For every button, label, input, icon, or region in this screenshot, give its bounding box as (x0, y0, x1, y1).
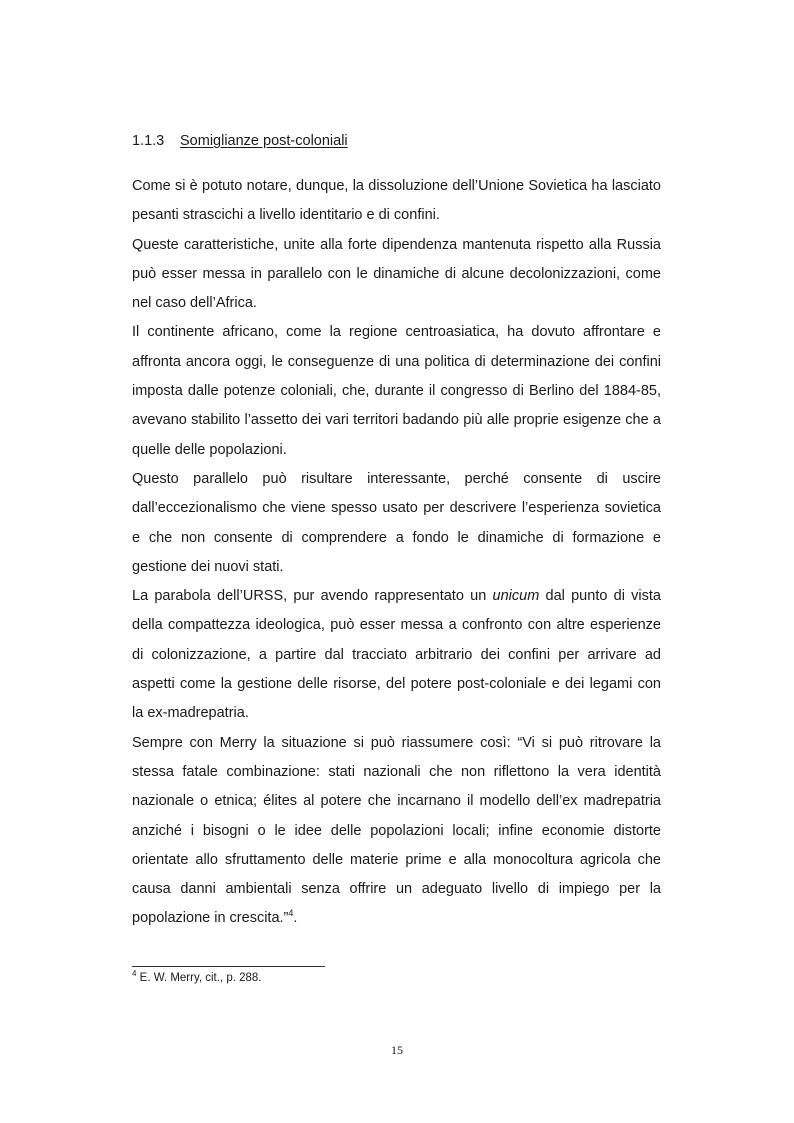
paragraph: Il continente africano, come la regione centroasiatica, ha dovuto affrontare e affronta ancora oggi, le conseguenze di una politica di determinazione dei confini imposta dalle potenze coloniali, che, durante il congresso di Berlino del 1884-85, avevano stabilito l’assetto dei vari territori badando più alle proprie esigenze che a quelle delle popolazioni. (132, 324, 661, 458)
section-title: Somiglianze post-coloniali (180, 133, 348, 149)
footnote-text: E. W. Merry, cit., p. 288. (136, 972, 262, 984)
paragraph: Questo parallelo può risultare interessante, perché consente di uscire dall’eccezionalismo che viene spesso usato per descrivere l’esperienza sovietica e che non consente di comprendere a fondo le dinamiche di formazione e gestione dei nuovi stati. (132, 470, 661, 575)
footnote-separator (132, 966, 325, 967)
italic-term: unicum (492, 588, 540, 605)
paragraph: La parabola dell’URSS, pur avendo rappresentato un unicum dal punto di vista della compattezza ideologica, può esser messa a confronto con altre esperienze di colonizzazione, a partire dal tracciato arbitrario dei confini per arrivare ad aspetti come la gestione delle risorse, del potere post-coloniale e dei legami con la ex-madrepatria. (132, 588, 661, 722)
section-number: 1.1.3 (132, 133, 165, 149)
paragraph: Sempre con Merry la situazione si può riassumere così: “Vi si può ritrovare la stessa fatale combinazione: stati nazionali che non riflettono la vera identità nazionale o etnica; élites al potere che incarnano il modello dell’ex madrepatria anziché i bisogni o le idee delle popolazioni locali; infine economie distorte orientate allo sfruttamento delle materie prime e alla monocoltura agricola che causa danni ambientali senza offrire un adeguato livello di impiego per la popolazione in crescita.”$^4$. (132, 734, 661, 927)
footnote (132, 970, 262, 986)
body-text (132, 172, 661, 934)
section-heading (132, 131, 348, 151)
footnote-marker: 4 (132, 969, 137, 979)
paragraph: Come si è potuto notare, dunque, la dissoluzione dell’Unione Sovietica ha lasciato pesanti strascichi a livello identitario e di confini. (132, 178, 661, 224)
paragraph: Queste caratteristiche, unite alla forte dipendenza mantenuta rispetto alla Russia può esser messa in parallelo con le dinamiche di alcune decolonizzazioni, come nel caso dell’Africa. (132, 236, 661, 312)
footnote-reference[interactable]: 4 (288, 908, 294, 919)
page-number: 15 (391, 1043, 403, 1057)
